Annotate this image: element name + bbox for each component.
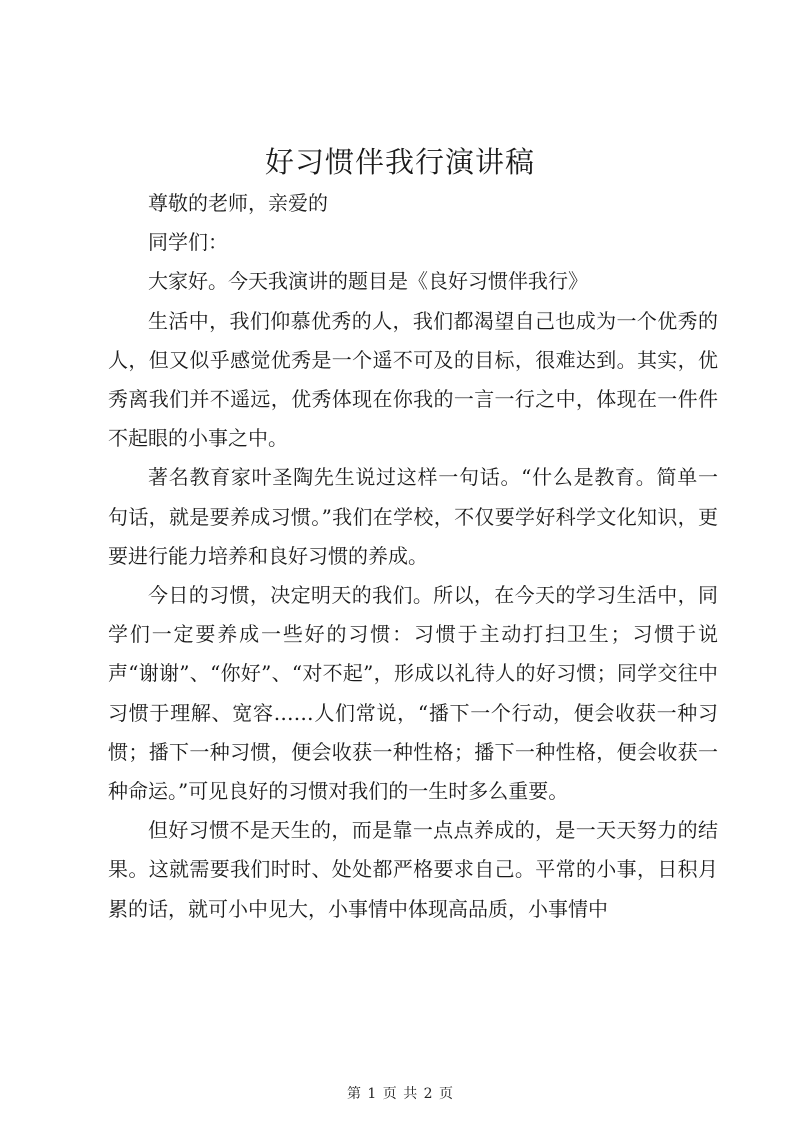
paragraph-body: 生活中，我们仰慕优秀的人，我们都渴望自己也成为一个优秀的人，但又似乎感觉优秀是一个遥不可及的目标，很难达到。其实，优秀离我们并不遥远，优秀体现在你我的一言一行之中，体现在一件件不起眼的小事之中。 — [108, 308, 718, 451]
paragraph-salutation: 尊敬的老师，亲爱的 — [148, 191, 328, 215]
paragraph-body: 但好习惯不是天生的，而是靠一点点养成的，是一天天努力的结果。这就需要我们时时、处处都严格要求自己。平常的小事，日积月累的话，就可小中见大，小事情中体现高品质，小事情中 — [108, 818, 718, 921]
paragraph-greeting: 大家好。今天我演讲的题目是《良好习惯伴我行》 — [148, 269, 588, 294]
paragraph-body: 今日的习惯，决定明天的我们。所以，在今天的学习生活中，同学们一定要养成一些好的习惯：习惯于主动打扫卫生；习惯于说声“谢谢”、“你好”、“对不起”，形成以礼待人的好习惯；同学交往中习惯于理解、宽容……人们常说，“播下一个行动，便会收获一种习惯；播下一种习惯，便会收获一种性格；播下一种性格，便会收获一种命运。”可见良好的习惯对我们的一生时多么重要。 — [108, 583, 718, 804]
page-number-footer: 第 1 页 共 2 页 — [346, 1086, 454, 1102]
paragraph-body: 著名教育家叶圣陶先生说过这样一句话。“什么是教育。简单一句话，就是要养成习惯。”我们在学校，不仅要学好科学文化知识，更要进行能力培养和良好习惯的养成。 — [108, 465, 718, 568]
document-body — [108, 184, 718, 929]
document-title: 好习惯伴我行演讲稿 — [264, 145, 535, 179]
paragraph-salutation-continued: 同学们： — [148, 230, 228, 255]
